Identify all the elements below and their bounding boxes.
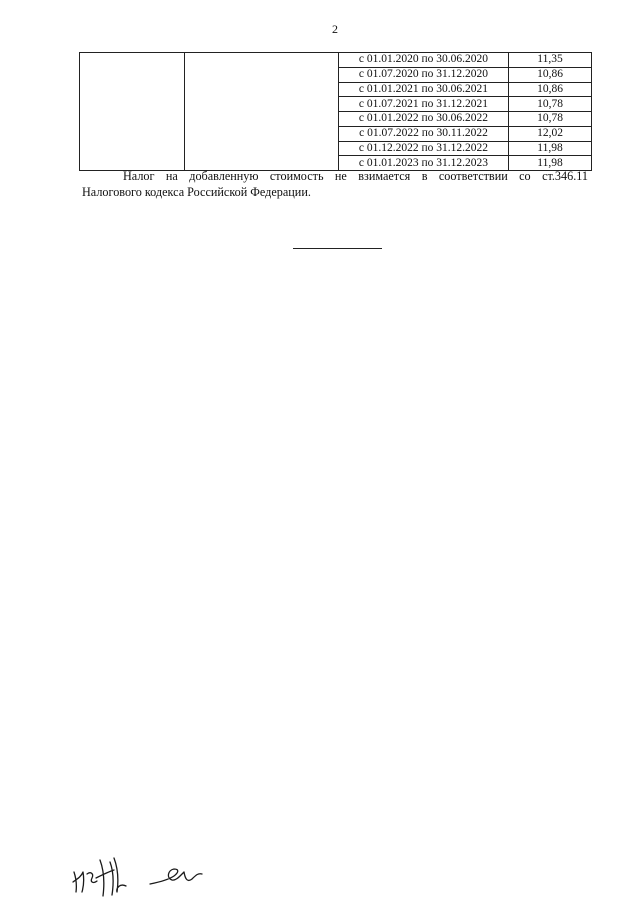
end-of-document-rule [293,248,382,249]
tariff-value-cell: 10,86 [509,82,592,97]
tariff-value-cell: 11,98 [509,141,592,156]
tariff-value-cell: 10,78 [509,97,592,112]
period-cell: с 01.07.2021 по 31.12.2021 [339,97,509,112]
period-cell: с 01.01.2020 по 30.06.2020 [339,53,509,68]
page-number: 2 [332,22,338,36]
table-row [80,53,592,68]
period-cell: с 01.01.2023 по 31.12.2023 [339,156,509,171]
tariff-value-cell: 10,86 [509,67,592,82]
period-cell: с 01.12.2022 по 31.12.2022 [339,141,509,156]
period-cell: с 01.07.2022 по 30.11.2022 [339,126,509,141]
period-cell: с 01.01.2022 по 30.06.2022 [339,112,509,127]
handwritten-signature [70,852,210,897]
vat-note-line-1: Налог на добавленную стоимость не взимается в соответствии со ст.346.11 [123,169,588,183]
merged-cell-empty-2 [185,53,339,171]
tariff-value-cell: 10,78 [509,112,592,127]
vat-note-line-2: Налогового кодекса Российской Федерации. [82,185,311,199]
vat-note-paragraph [82,168,588,200]
tariff-value-cell: 11,35 [509,53,592,68]
period-cell: с 01.07.2020 по 31.12.2020 [339,67,509,82]
tariff-value-cell: 11,98 [509,156,592,171]
tariff-table [79,52,592,171]
merged-cell-empty-1 [80,53,185,171]
tariff-value-cell: 12,02 [509,126,592,141]
period-cell: с 01.01.2021 по 30.06.2021 [339,82,509,97]
